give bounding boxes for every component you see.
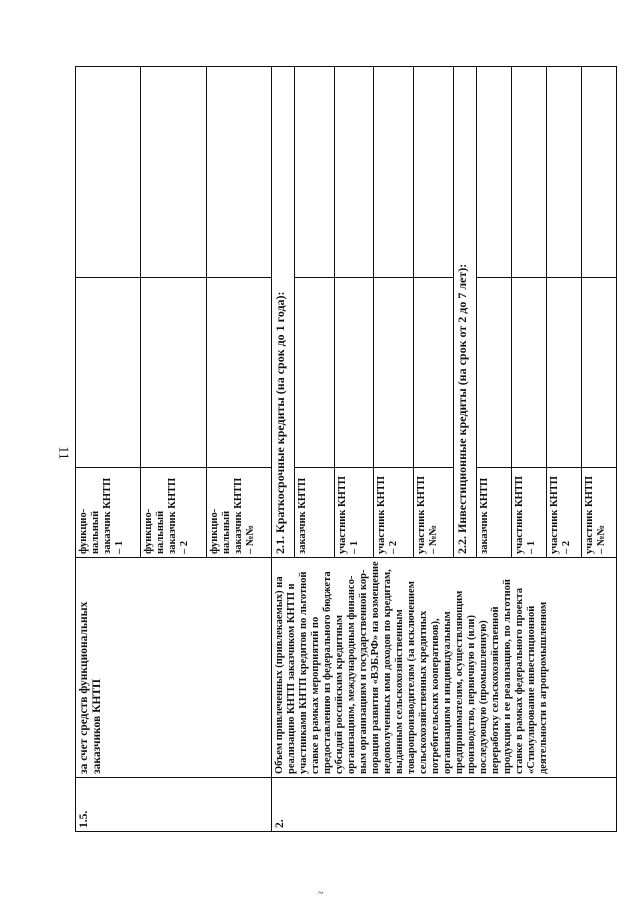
section-2-2-cell-3b	[546, 67, 581, 278]
section-2-2-cell-4b	[581, 67, 616, 278]
section-2-1-role-3: участник КНТП – 2	[374, 468, 414, 558]
section-2-1-cell-2b	[334, 67, 374, 278]
section-2-2-cell-2a	[512, 278, 547, 468]
row-2-text: Объем привлеченных (привлекаемых) на реализацию КНТП заказчиком КНТП и участниками КНТП кредитов по льготной ставке в рамках мероприятий по предоставлению из федерального бюджета субсидий российским кредитным организациям, международным финансо-вым организациям и государственной кор-порации развития «ВЭБ.РФ» на возмещение недополученных ими доходов по кредитам, выданным сельскохозяйственным товаропроизводителям (за исключением сельскохозяйственных кредитных потребительских кооперативов), организациям и индивидуальным предпринимателям, осуществляющим производство, первичную и (или) последующую (промышленную) переработку сельскохозяйственной продукции и ее реализацию, по льготной ставке в рамках федерального проекта «Стимулирование инвестиционной деятельности в агропромышленном	[271, 558, 616, 778]
row-1-5-cell-3b	[206, 67, 271, 278]
row-2-number: 2.	[271, 778, 616, 832]
page-number: 11	[55, 446, 71, 460]
section-2-1-cell-3a	[374, 278, 414, 468]
section-2-2-role-2: участник КНТП – 1	[512, 468, 547, 558]
section-2-1-cell-1b	[295, 67, 335, 278]
section-2-2-cell-4a	[581, 278, 616, 468]
section-2-1-cell-3b	[374, 67, 414, 278]
document-table	[75, 66, 617, 832]
section-2-2-heading: 2.2. Инвестиционные кредиты (на срок от 2 до 7 лет):	[453, 67, 476, 558]
section-2-2-cell-1a	[477, 278, 512, 468]
row-1-5-cell-1b	[76, 67, 141, 278]
row-1-5-role-3: функцио-нальный заказчик КНТП – №№	[206, 468, 271, 558]
row-1-5-role-1: функцио-нальный заказчик КНТП – 1	[76, 468, 141, 558]
row-1-5-title: за счет средств функциональных заказчиков КНТП	[76, 558, 272, 778]
row-1-5-cell-1a	[76, 278, 141, 468]
section-2-1-cell-2a	[334, 278, 374, 468]
section-2-1-cell-4b	[414, 67, 454, 278]
section-2-1-role-2: участник КНТП – 1	[334, 468, 374, 558]
section-2-1-cell-1a	[295, 278, 335, 468]
section-2-2-cell-1b	[477, 67, 512, 278]
section-2-1-cell-4a	[414, 278, 454, 468]
row-1-5-role-2: функцио-нальный заказчик КНТП – 2	[141, 468, 206, 558]
section-2-1-heading: 2.1. Краткосрочные кредиты (на срок до 1 года):	[271, 67, 294, 558]
section-2-1-role-1: заказчик КНТП	[295, 468, 335, 558]
scan-mark: ~	[318, 888, 324, 899]
section-2-2-cell-2b	[512, 67, 547, 278]
rotated-table-wrapper	[75, 67, 617, 832]
row-1-5-cell-2a	[141, 278, 206, 468]
row-1-5-cell-2b	[141, 67, 206, 278]
section-2-1-role-4: участник КНТП – №№	[414, 468, 454, 558]
row-1-5-cell-3a	[206, 278, 271, 468]
section-2-2-role-3: участник КНТП – 2	[546, 468, 581, 558]
section-2-2-cell-3a	[546, 278, 581, 468]
row-1-5-number: 1.5.	[76, 778, 272, 832]
section-2-2-role-4: участник КНТП – №№	[581, 468, 616, 558]
section-2-2-role-1: заказчик КНТП	[477, 468, 512, 558]
